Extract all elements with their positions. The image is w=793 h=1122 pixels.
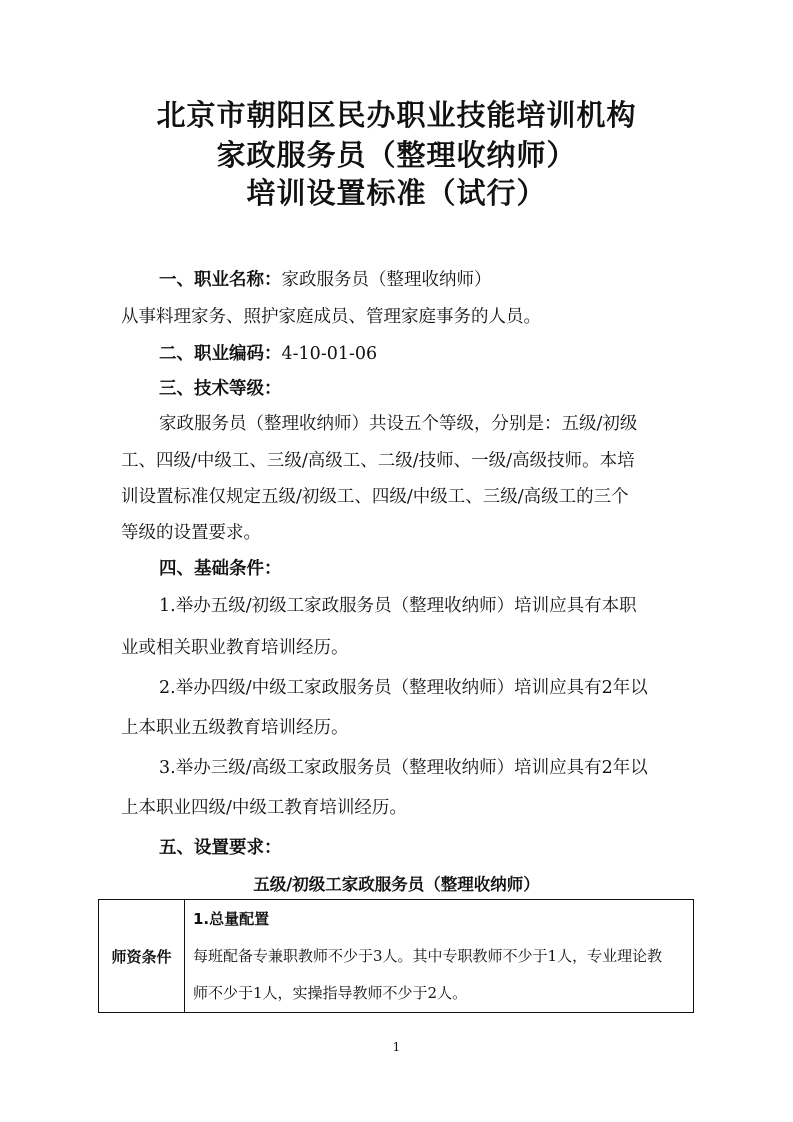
section-4-item-2-line-2: 上本职业五级教育培训经历。 <box>121 718 349 738</box>
section-5-label: 五、设置要求： <box>159 838 282 858</box>
section-2 <box>159 342 377 366</box>
section-3-paragraph-line-1: 家政服务员（整理收纳师）共设五个等级，分别是：五级/初级 <box>159 414 638 434</box>
row-body-cell <box>185 900 694 1013</box>
page-number: 1 <box>392 1040 401 1054</box>
row-header-cell: 师资条件 <box>99 900 185 1013</box>
section-3-paragraph-line-3: 训设置标准仅规定五级/初级工、四级/中级工、三级/高级工的三个 <box>121 487 629 507</box>
section-1-value: 家政服务员（整理收纳师） <box>281 270 492 290</box>
title-line-1: 北京市朝阳区民办职业技能培训机构 <box>156 98 637 132</box>
section-4-item-2-line-1: 2.举办四级/中级工家政服务员（整理收纳师）培训应具有2年以 <box>159 678 648 698</box>
item-text-line-1: 每班配备专兼职教师不少于3人。其中专职教师不少于1人，专业理论教 <box>193 946 663 965</box>
section-4-item-1-line-1: 1.举办五级/初级工家政服务员（整理收纳师）培训应具有本职 <box>159 596 637 616</box>
title-line-2: 家政服务员（整理收纳师） <box>216 138 577 172</box>
section-1-label: 一、职业名称： <box>159 270 282 290</box>
section-1-description: 从事料理家务、照护家庭成员、管理家庭事务的人员。 <box>121 307 541 327</box>
section-4-label: 四、基础条件： <box>159 559 282 579</box>
item-text-line-2: 师不少于1人，实操指导教师不少于2人。 <box>193 983 468 1002</box>
section-4-item-3-line-1: 3.举办三级/高级工家政服务员（整理收纳师）培训应具有2年以 <box>159 758 648 778</box>
table-row <box>99 900 694 1013</box>
table-caption: 五级/初级工家政服务员（整理收纳师） <box>253 875 540 894</box>
requirements-table <box>98 899 694 1013</box>
title-line-3: 培训设置标准（试行） <box>246 176 547 210</box>
section-3-label: 三、技术等级： <box>159 379 282 399</box>
section-4-item-1-line-2: 业或相关职业教育培训经历。 <box>121 638 349 658</box>
section-2-value: 4-10-01-06 <box>281 344 378 364</box>
section-1 <box>159 268 492 292</box>
section-3-paragraph-line-4: 等级的设置要求。 <box>121 523 261 543</box>
section-2-label: 二、职业编码： <box>159 344 282 364</box>
section-4-item-3-line-2: 上本职业四级/中级工教育培训经历。 <box>121 798 407 818</box>
item-title: 1.总量配置 <box>193 909 270 928</box>
section-3-paragraph-line-2: 工、四级/中级工、三级/高级工、二级/技师、一级/高级技师。本培 <box>121 451 635 471</box>
